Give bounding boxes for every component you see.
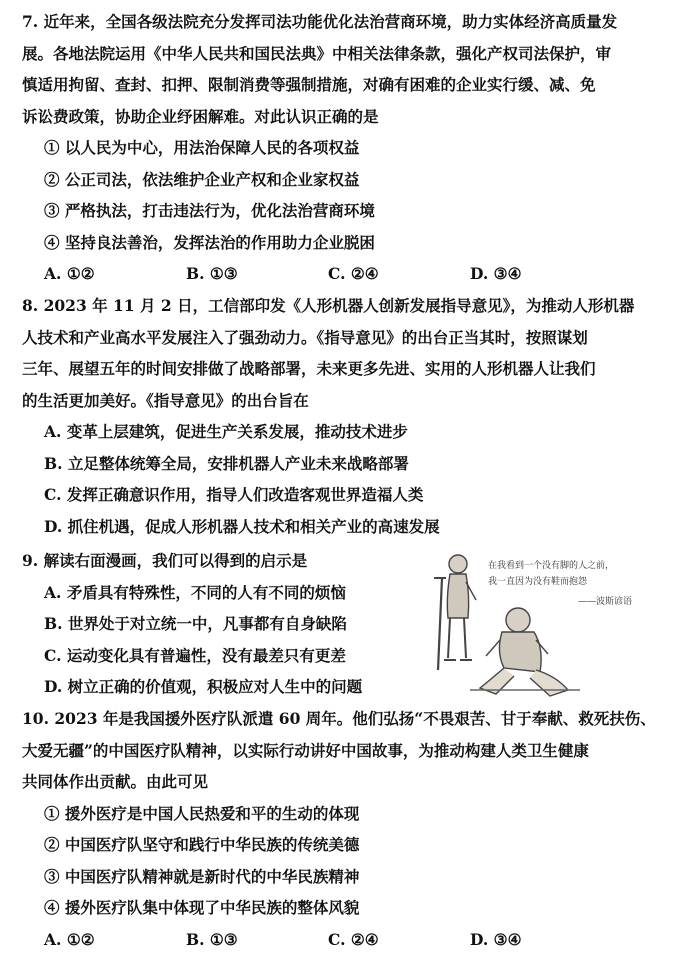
question-10-stem-line-3: 共同体作出贡献。由此可见 — [22, 772, 209, 791]
answer-choices — [22, 924, 672, 956]
choice-d[interactable]: D. ③④ — [470, 264, 522, 283]
option-c[interactable]: C. 运动变化具有普遍性，没有最差只有更差 — [44, 645, 346, 665]
question-10 — [22, 703, 672, 955]
option-b[interactable]: B. 立足整体统筹全局，安排机器人产业未来战略部署 — [44, 453, 409, 473]
question-10-stem-line-1: 10. 2023 年是我国援外医疗队派遣 60 周年。他们弘扬“不畏艰苦、甘于奉献、救死扶伤、 — [22, 709, 656, 728]
question-number: 7. — [22, 12, 39, 31]
statement-4: ④ 援外医疗队集中体现了中华民族的整体风貌 — [44, 898, 360, 917]
seated-man-figure — [470, 608, 580, 696]
choice-a[interactable]: A. ①② — [44, 929, 95, 949]
option-a[interactable]: A. 变革上层建筑，促进生产关系发展，推动技术进步 — [44, 422, 408, 441]
statement-4: ④ 坚持良法善治，发挥法治的作用助力企业脱困 — [44, 232, 375, 252]
option-a[interactable]: A. 矛盾具有特殊性，不同的人有不同的烦恼 — [44, 582, 346, 602]
svg-text:在我看到一个没有脚的人之前，: 在我看到一个没有脚的人之前， — [488, 561, 615, 571]
question-number: 10. — [22, 709, 49, 728]
question-7-stem-line-3: 慎适用拘留、查封、扣押、限制消费等强制措施，对确有困难的企业实行缓、减、免 — [22, 75, 596, 94]
standing-man-figure — [434, 555, 476, 670]
choice-d[interactable]: D. ③④ — [470, 929, 522, 949]
svg-text:——波斯谚语: ——波斯谚语 — [578, 597, 633, 607]
cartoon-caption — [488, 559, 632, 607]
question-8-stem-line-3: 三年、展望五年的时间安排做了战略部署，未来更多先进、实用的人形机器人让我们 — [22, 359, 596, 378]
question-8-stem-line-4: 的生活更加美好。《指导意见》的出台旨在 — [22, 390, 309, 410]
statement-2: ② 中国医疗队坚守和践行中华民族的传统美德 — [44, 835, 360, 854]
option-d[interactable]: D. 抓住机遇，促成人形机器人技术和相关产业的高速发展 — [44, 516, 440, 536]
choice-b[interactable]: B. ①③ — [186, 929, 238, 949]
question-7-stem-line-4: 诉讼费政策，协助企业纾困解难。对此认识正确的是 — [22, 106, 379, 126]
question-9 — [22, 545, 442, 703]
svg-text:我一直因为没有鞋而抱怨: 我一直因为没有鞋而抱怨 — [488, 577, 588, 587]
option-c[interactable]: C. 发挥正确意识作用，指导人们改造客观世界造福人类 — [44, 485, 424, 504]
question-8 — [22, 290, 672, 542]
question-7-stem-line-1: 7. 近年来，全国各级法院充分发挥司法功能优化法治营商环境，助力实体经济高质量发 — [22, 12, 618, 31]
statement-1: ① 以人民为中心，用法治保障人民的各项权益 — [44, 138, 360, 157]
choice-c[interactable]: C. ②④ — [328, 929, 379, 949]
question-7 — [22, 6, 672, 290]
question-number: 8. — [22, 296, 39, 315]
choice-c[interactable]: C. ②④ — [328, 264, 379, 283]
question-7-stem-line-2: 展。各地法院运用《中华人民共和国民法典》中相关法律条款，强化产权司法保护，审 — [22, 43, 612, 63]
statement-3: ③ 中国医疗队精神就是新时代的中华民族精神 — [44, 866, 360, 886]
question-10-stem-line-2: 大爱无疆”的中国医疗队精神，以实际行动讲好中国故事，为推动构建人类卫生健康 — [22, 740, 589, 760]
statement-2: ② 公正司法，依法维护企业产权和企业家权益 — [44, 169, 360, 189]
statement-1: ① 援外医疗是中国人民热爱和平的生动的体现 — [44, 803, 360, 823]
statement-3: ③ 严格执法，打击违法行为，优化法治营商环境 — [44, 201, 375, 220]
choice-b[interactable]: B. ①③ — [186, 264, 238, 283]
answer-choices — [22, 258, 672, 290]
question-8-stem-line-2: 人技术和产业高水平发展注入了强劲动力。《指导意见》的出台正当其时，按照谋划 — [22, 327, 588, 347]
option-d[interactable]: D. 树立正确的价值观，积极应对人生中的问题 — [44, 677, 363, 696]
question-8-stem-line-1: 8. 2023 年 11 月 2 日，工信部印发《人形机器人创新发展指导意见》，为推动人形机器 — [22, 296, 635, 315]
cartoon-image — [430, 548, 670, 698]
question-9-stem: 9. 解读右面漫画，我们可以得到的启示是 — [22, 551, 308, 570]
question-number: 9. — [22, 551, 39, 570]
option-b[interactable]: B. 世界处于对立统一中，凡事都有自身缺陷 — [44, 614, 347, 633]
choice-a[interactable]: A. ①② — [44, 264, 95, 283]
